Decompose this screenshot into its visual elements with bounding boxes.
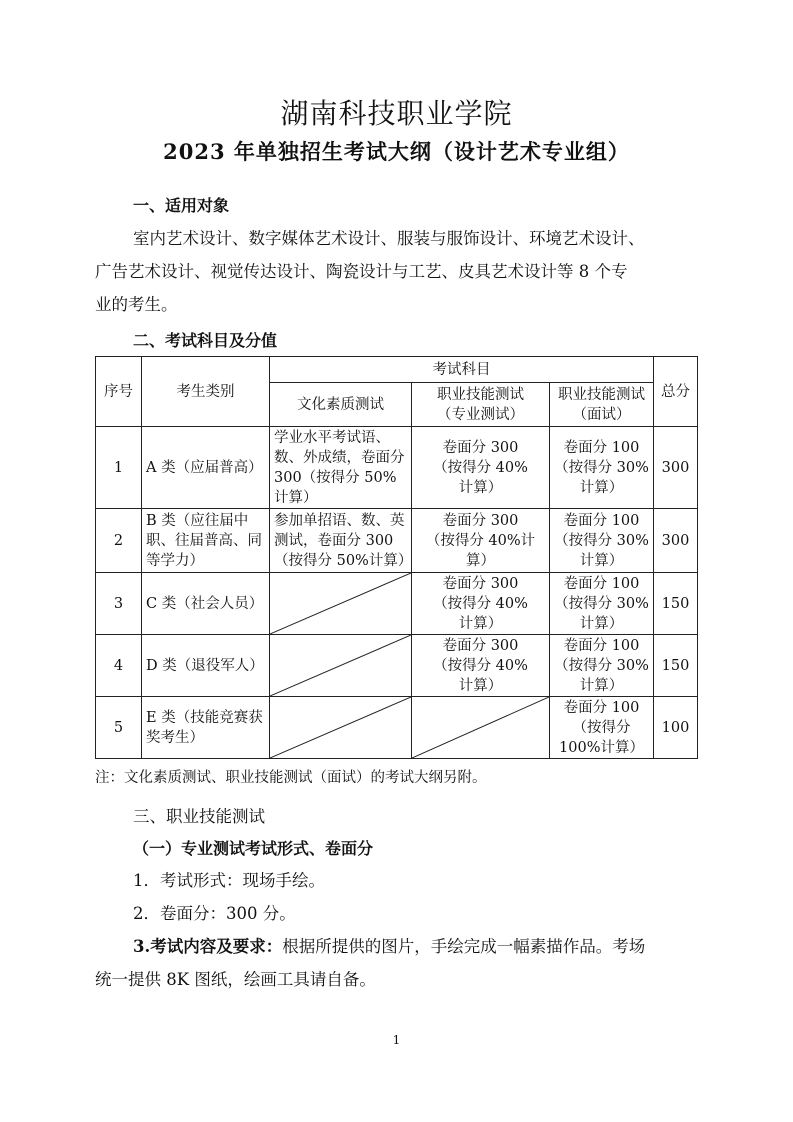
cell-line: 卷面分 300 (442, 512, 519, 529)
cell-line: （按得分 (572, 719, 631, 736)
cell-line: 学业水平考试语、 (274, 429, 390, 446)
diagonal-slash (270, 697, 411, 758)
section2-heading: 二、考试科目及分值 (133, 331, 278, 350)
cell-line: （按得分 30% (554, 657, 649, 674)
header-skill-interview-line: （面试） (572, 406, 631, 423)
section3-heading: 三、职业技能测试 (133, 807, 265, 826)
header-skill-interview (550, 383, 654, 427)
cell-line: 卷面分 300 (442, 439, 519, 456)
section1-heading: 一、适用对象 (133, 196, 230, 215)
cell-line: （按得分 30% (554, 595, 649, 612)
row-category: D 类（退役军人） (142, 635, 270, 697)
cell-line: （按得分 30% (554, 532, 649, 549)
cell-line: 卷面分 300 (442, 637, 519, 654)
table-row (96, 697, 698, 759)
row-culture (270, 509, 412, 573)
cell-line: 参加单招语、数、英 (274, 512, 405, 529)
cell-line: （按得分 40%计 (425, 532, 536, 549)
row-category: A 类（应届普高） (142, 427, 270, 509)
cell-line: 测试，卷面分 300 (274, 532, 394, 549)
cell-line: 数、外成绩，卷面分 (274, 449, 405, 466)
row-index: 4 (96, 635, 142, 697)
row-skill-major (412, 635, 550, 697)
section1-line-2: 广告艺术设计、视觉传达设计、陶瓷设计与工艺、皮具艺术设计等 8 个专 (95, 262, 628, 281)
header-category: 考生类别 (142, 357, 270, 427)
cell-line: 计算） (274, 489, 318, 506)
header-total: 总分 (654, 357, 698, 427)
page-number: 1 (392, 1033, 401, 1047)
cell-line: 300（按得分 50% (274, 469, 397, 486)
row-skill-major (412, 509, 550, 573)
header-culture: 文化素质测试 (270, 383, 412, 427)
header-skill-major (412, 383, 550, 427)
row-skill-major-empty (412, 697, 550, 759)
exam-subjects-table (95, 356, 698, 759)
cell-line: （按得分 40% (433, 595, 528, 612)
document-title: 湖南科技职业学院 (280, 97, 513, 130)
section3-item-2: 2．卷面分：300 分。 (133, 904, 296, 923)
row-skill-interview (550, 635, 654, 697)
cell-line: （按得分 40% (433, 459, 528, 476)
row-skill-interview (550, 697, 654, 759)
row-index: 2 (96, 509, 142, 573)
section3-item-3 (133, 930, 645, 963)
row-skill-major (412, 573, 550, 635)
header-skill-major-line: 职业技能测试 (437, 386, 524, 403)
row-total: 300 (654, 427, 698, 509)
row-total: 150 (654, 573, 698, 635)
item-3-label: 3.考试内容及要求： (133, 937, 283, 956)
row-total: 100 (654, 697, 698, 759)
header-index: 序号 (96, 357, 142, 427)
cell-line: （按得分 50%计算） (274, 552, 413, 569)
cell-line: 卷面分 100 (563, 512, 640, 529)
row-culture-empty (270, 635, 412, 697)
row-culture-empty (270, 697, 412, 759)
diagonal-slash (270, 573, 411, 634)
cell-line: 卷面分 100 (563, 637, 640, 654)
row-skill-interview (550, 573, 654, 635)
section1-line-1: 室内艺术设计、数字媒体艺术设计、服装与服饰设计、环境艺术设计、 (133, 229, 645, 248)
cell-line: 卷面分 300 (442, 575, 519, 592)
cell-line: 计算） (458, 615, 503, 632)
row-category: E 类（技能竞赛获奖考生） (142, 697, 270, 759)
row-skill-interview (550, 509, 654, 573)
cell-line: 卷面分 100 (563, 575, 640, 592)
cell-line: 计算） (579, 615, 624, 632)
cell-line: 计算） (579, 677, 624, 694)
cell-line: 算） (466, 552, 495, 569)
diagonal-slash (270, 635, 411, 696)
header-skill-interview-line: 职业技能测试 (558, 386, 645, 403)
row-culture (270, 427, 412, 509)
row-total: 150 (654, 635, 698, 697)
table-row (96, 427, 698, 509)
row-index: 3 (96, 573, 142, 635)
document-subtitle: 2023 年单独招生考试大纲（设计艺术专业组） (163, 139, 630, 164)
row-skill-major (412, 427, 550, 509)
section3-sub-heading: （一）专业测试考试形式、卷面分 (133, 839, 374, 858)
row-index: 1 (96, 427, 142, 509)
cell-line: 计算） (458, 479, 503, 496)
row-total: 300 (654, 509, 698, 573)
cell-line: 卷面分 100 (563, 699, 640, 716)
table-row (96, 509, 698, 573)
section3-item-3-line-2: 统一提供 8K 图纸，绘画工具请自备。 (95, 970, 376, 989)
cell-line: （按得分 30% (554, 459, 649, 476)
item-3-text: 根据所提供的图片，手绘完成一幅素描作品。考场 (282, 937, 646, 956)
cell-line: 计算） (579, 552, 624, 569)
diagonal-slash (412, 697, 549, 758)
section3-item-1: 1．考试形式：现场手绘。 (133, 871, 325, 890)
cell-line: 计算） (458, 677, 503, 694)
row-culture-empty (270, 573, 412, 635)
header-skill-major-line: （专业测试） (437, 406, 524, 423)
cell-line: （按得分 40% (433, 657, 528, 674)
cell-line: 卷面分 100 (563, 439, 640, 456)
row-index: 5 (96, 697, 142, 759)
table-note: 注：文化素质测试、职业技能测试（面试）的考试大纲另附。 (95, 770, 487, 786)
table-row (96, 573, 698, 635)
row-category: C 类（社会人员） (142, 573, 270, 635)
section1-line-3: 业的考生。 (95, 295, 178, 314)
cell-line: 100%计算） (559, 739, 644, 756)
row-skill-interview (550, 427, 654, 509)
row-category: B 类（应往届中职、往届普高、同等学力） (142, 509, 270, 573)
header-subjects: 考试科目 (270, 357, 654, 383)
table-row (96, 635, 698, 697)
cell-line: 计算） (579, 479, 624, 496)
